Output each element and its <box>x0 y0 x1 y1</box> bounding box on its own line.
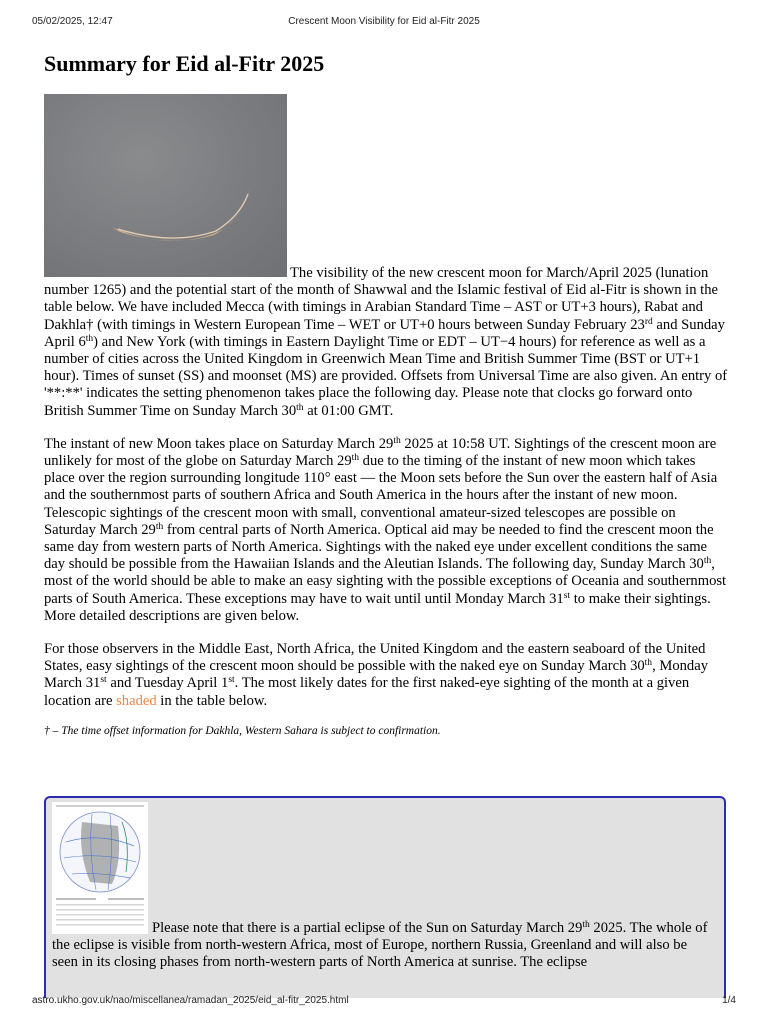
crescent-moon-photo <box>44 94 287 277</box>
eclipse-notice-box <box>44 796 726 998</box>
print-doc-title: Crescent Moon Visibility for Eid al-Fitr 2025 <box>288 16 480 27</box>
observers-paragraph: For those observers in the Middle East, North Africa, the United Kingdom and the eastern seaboard of the United States, easy sightings of the crescent moon should be possible with the naked eye on Sunday March 30th, Monday March 31st and Tuesday April 1st. The most likely dates for the first naked-eye sighting of the month at a given location are shaded in the table below. <box>44 641 709 709</box>
new-moon-paragraph: The instant of new Moon takes place on Saturday March 29th 2025 at 10:58 UT. Sightings of the crescent moon are unlikely for most of the globe on Saturday March 29th due to the timing of the instant of new moon which takes place over the region surrounding longitude 110° east — the Moon sets before the Sun over the eastern half of Asia and the southernmost parts of southern Africa and South America in the hours after the instant of new moon. Telescopic sightings of the crescent moon with small, conventional amateur-sized telescopes are possible on Saturday March 29th from central parts of North America. Optical aid may be needed to find the crescent moon the same day from western parts of North America. Sightings with the naked eye under excellent conditions the same day should be possible from the Hawaiian Islands and the Aleutian Islands. The following day, Sunday March 30th, most of the world should be able to make an easy sighting with the possible exceptions of Oceania and southernmost parts of South America. These exceptions may have to wait until until Monday March 31st to make their sightings. More detailed descriptions are given below. <box>44 435 727 624</box>
page-title: Summary for Eid al-Fitr 2025 <box>44 51 325 76</box>
print-url: astro.ukho.gov.uk/nao/miscellanea/ramadan_2025/eid_al-fitr_2025.html <box>32 995 349 1006</box>
eclipse-map-thumbnail <box>52 802 148 934</box>
footnote-dakhla: † – The time offset information for Dakhla, Western Sahara is subject to confirmation. <box>44 724 441 737</box>
eclipse-notice-text: Please note that there is a partial eclipse of the Sun on Saturday March 29th 2025. The whole of the eclipse is visible from north-western Africa, most of Europe, northern Russia, Greenland and will also be seen in its closing phases from north-western parts of North America at sunrise. The eclipse <box>52 920 708 971</box>
print-page-number: 1/4 <box>722 995 736 1006</box>
intro-paragraph: The visibility of the new crescent moon for March/April 2025 (lunation number 1265) and the potential start of the month of Shawwal and the Islamic festival of Eid al-Fitr is shown in the table below. We have included Mecca (with timings in Arabian Standard Time – AST or UT+3 hours), Rabat and Dakhla† (with timings in Western European Time – WET or UT+0 hours between Sunday February 23rd and Sunday April 6th) and New York (with timings in Eastern Daylight Time or EDT – UT−4 hours) for reference as well as a number of cities across the United Kingdom in Greenwich Mean Time and British Summer Time (BST or UT+1 hour). Times of sunset (SS) and moonset (MS) are provided. Offsets from Universal Time are also given. An entry of '**:**' indicates the setting phenomenon takes place the following day. Please note that clocks go forward onto British Summer Time on Sunday March 30th at 01:00 GMT. <box>44 94 728 420</box>
shaded-highlight: shaded <box>116 692 157 709</box>
print-datetime: 05/02/2025, 12:47 <box>32 16 113 27</box>
main-content <box>44 50 728 752</box>
